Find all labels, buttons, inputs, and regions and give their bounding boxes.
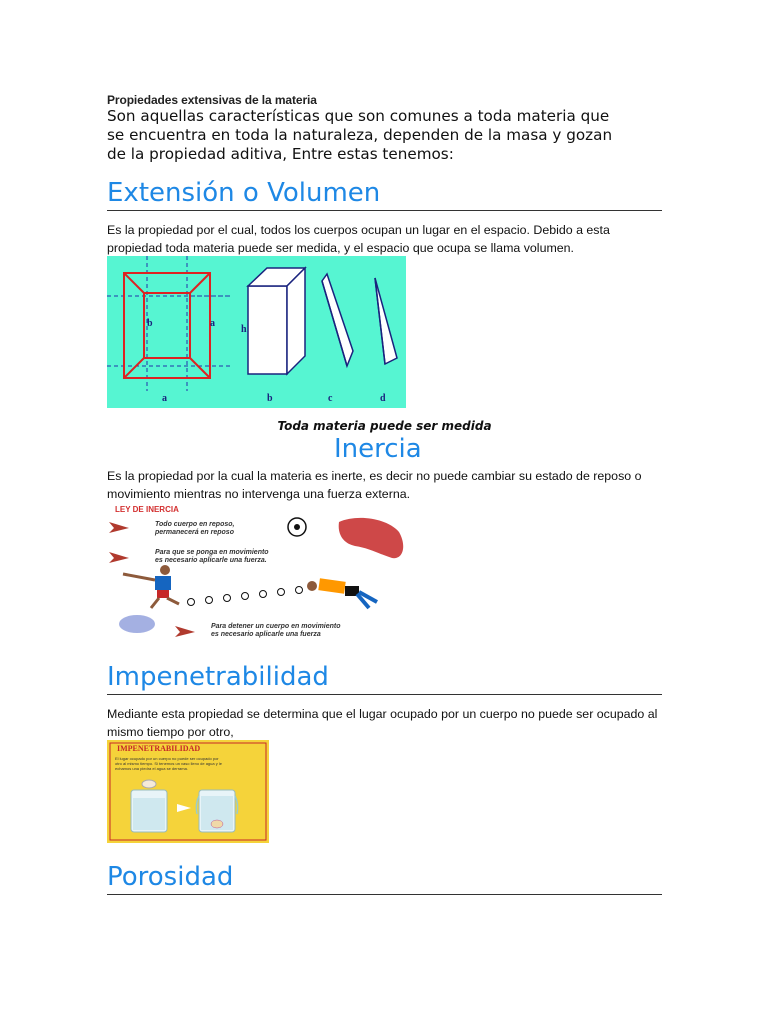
svg-text:Para que se ponga en movimient: Para que se ponga en movimiento <box>155 549 269 556</box>
heading-inercia: Inercia <box>334 434 422 464</box>
volumen-text: Es la propiedad por el cual, todos los cuerpos ocupan un lugar en el espacio. Debido a esta propiedad toda materia puede ser medida, y el espacio que ocupa se llama volumen. <box>107 223 610 255</box>
label-a-bottom: a <box>162 393 167 404</box>
svg-text:Para detener un cuerpo en movi: Para detener un cuerpo en movimiento <box>211 623 341 630</box>
inercia-text: Es la propiedad por la cual la materia es inerte, es decir no puede cambiar su estado de reposo o movimiento mientras no intervenga una fuerza externa. <box>107 469 642 501</box>
stone-icon <box>142 780 156 788</box>
volume-figure <box>107 256 406 408</box>
impenetrabilidad-text: Mediante esta propiedad se determina que el lugar ocupado por un cuerpo no puede ser ocupado al mismo tiempo por otro, <box>107 707 658 739</box>
label-c: c <box>328 393 333 404</box>
svg-text:es necesario aplicarle una fue: es necesario aplicarle una fuerza <box>211 631 321 638</box>
stone-icon <box>211 820 223 828</box>
svg-text:Todo cuerpo en reposo,: Todo cuerpo en reposo, <box>155 521 235 528</box>
label-b: b <box>147 318 153 329</box>
document-title: Propiedades extensivas de la materia <box>107 93 317 107</box>
svg-text:otro al mismo tiempo. Si tenem: otro al mismo tiempo. Si tenemos un vaso lleno de agua y le <box>115 761 222 766</box>
label-h: h <box>241 324 247 335</box>
svg-text:permanecerá en reposo: permanecerá en reposo <box>155 529 234 536</box>
heading-porosidad: Porosidad <box>107 860 662 895</box>
label-b2: b <box>267 393 273 404</box>
patch-icon <box>119 615 155 633</box>
inertia-title: LEY DE INERCIA <box>115 505 179 514</box>
label-d: d <box>380 393 386 404</box>
intro-paragraph: Son aquellas características que son comunes a toda materia que se encuentra en toda la naturaleza, dependen de la masa y gozan de la propiedad aditiva, Entre estas tenemos: <box>107 107 613 163</box>
heading-volumen: Extensión o Volumen <box>107 176 662 211</box>
impenetrability-figure <box>107 740 269 843</box>
inertia-figure <box>107 502 417 646</box>
svg-text:El lugar ocupado por un cuerpo: El lugar ocupado por un cuerpo no puede ser ocupado por <box>115 756 219 761</box>
volumen-caption: Toda materia puede ser medida <box>277 419 492 433</box>
heading-impenetrabilidad: Impenetrabilidad <box>107 660 662 695</box>
svg-text:echamos una piedra el agua se: echamos una piedra el agua se derrama. <box>115 766 188 771</box>
impenetrability-title: IMPENETRABILIDAD <box>117 744 201 753</box>
label-a-side: a <box>210 318 215 329</box>
svg-text:es necesario aplicarle una fue: es necesario aplicarle una fuerza. <box>155 557 267 564</box>
